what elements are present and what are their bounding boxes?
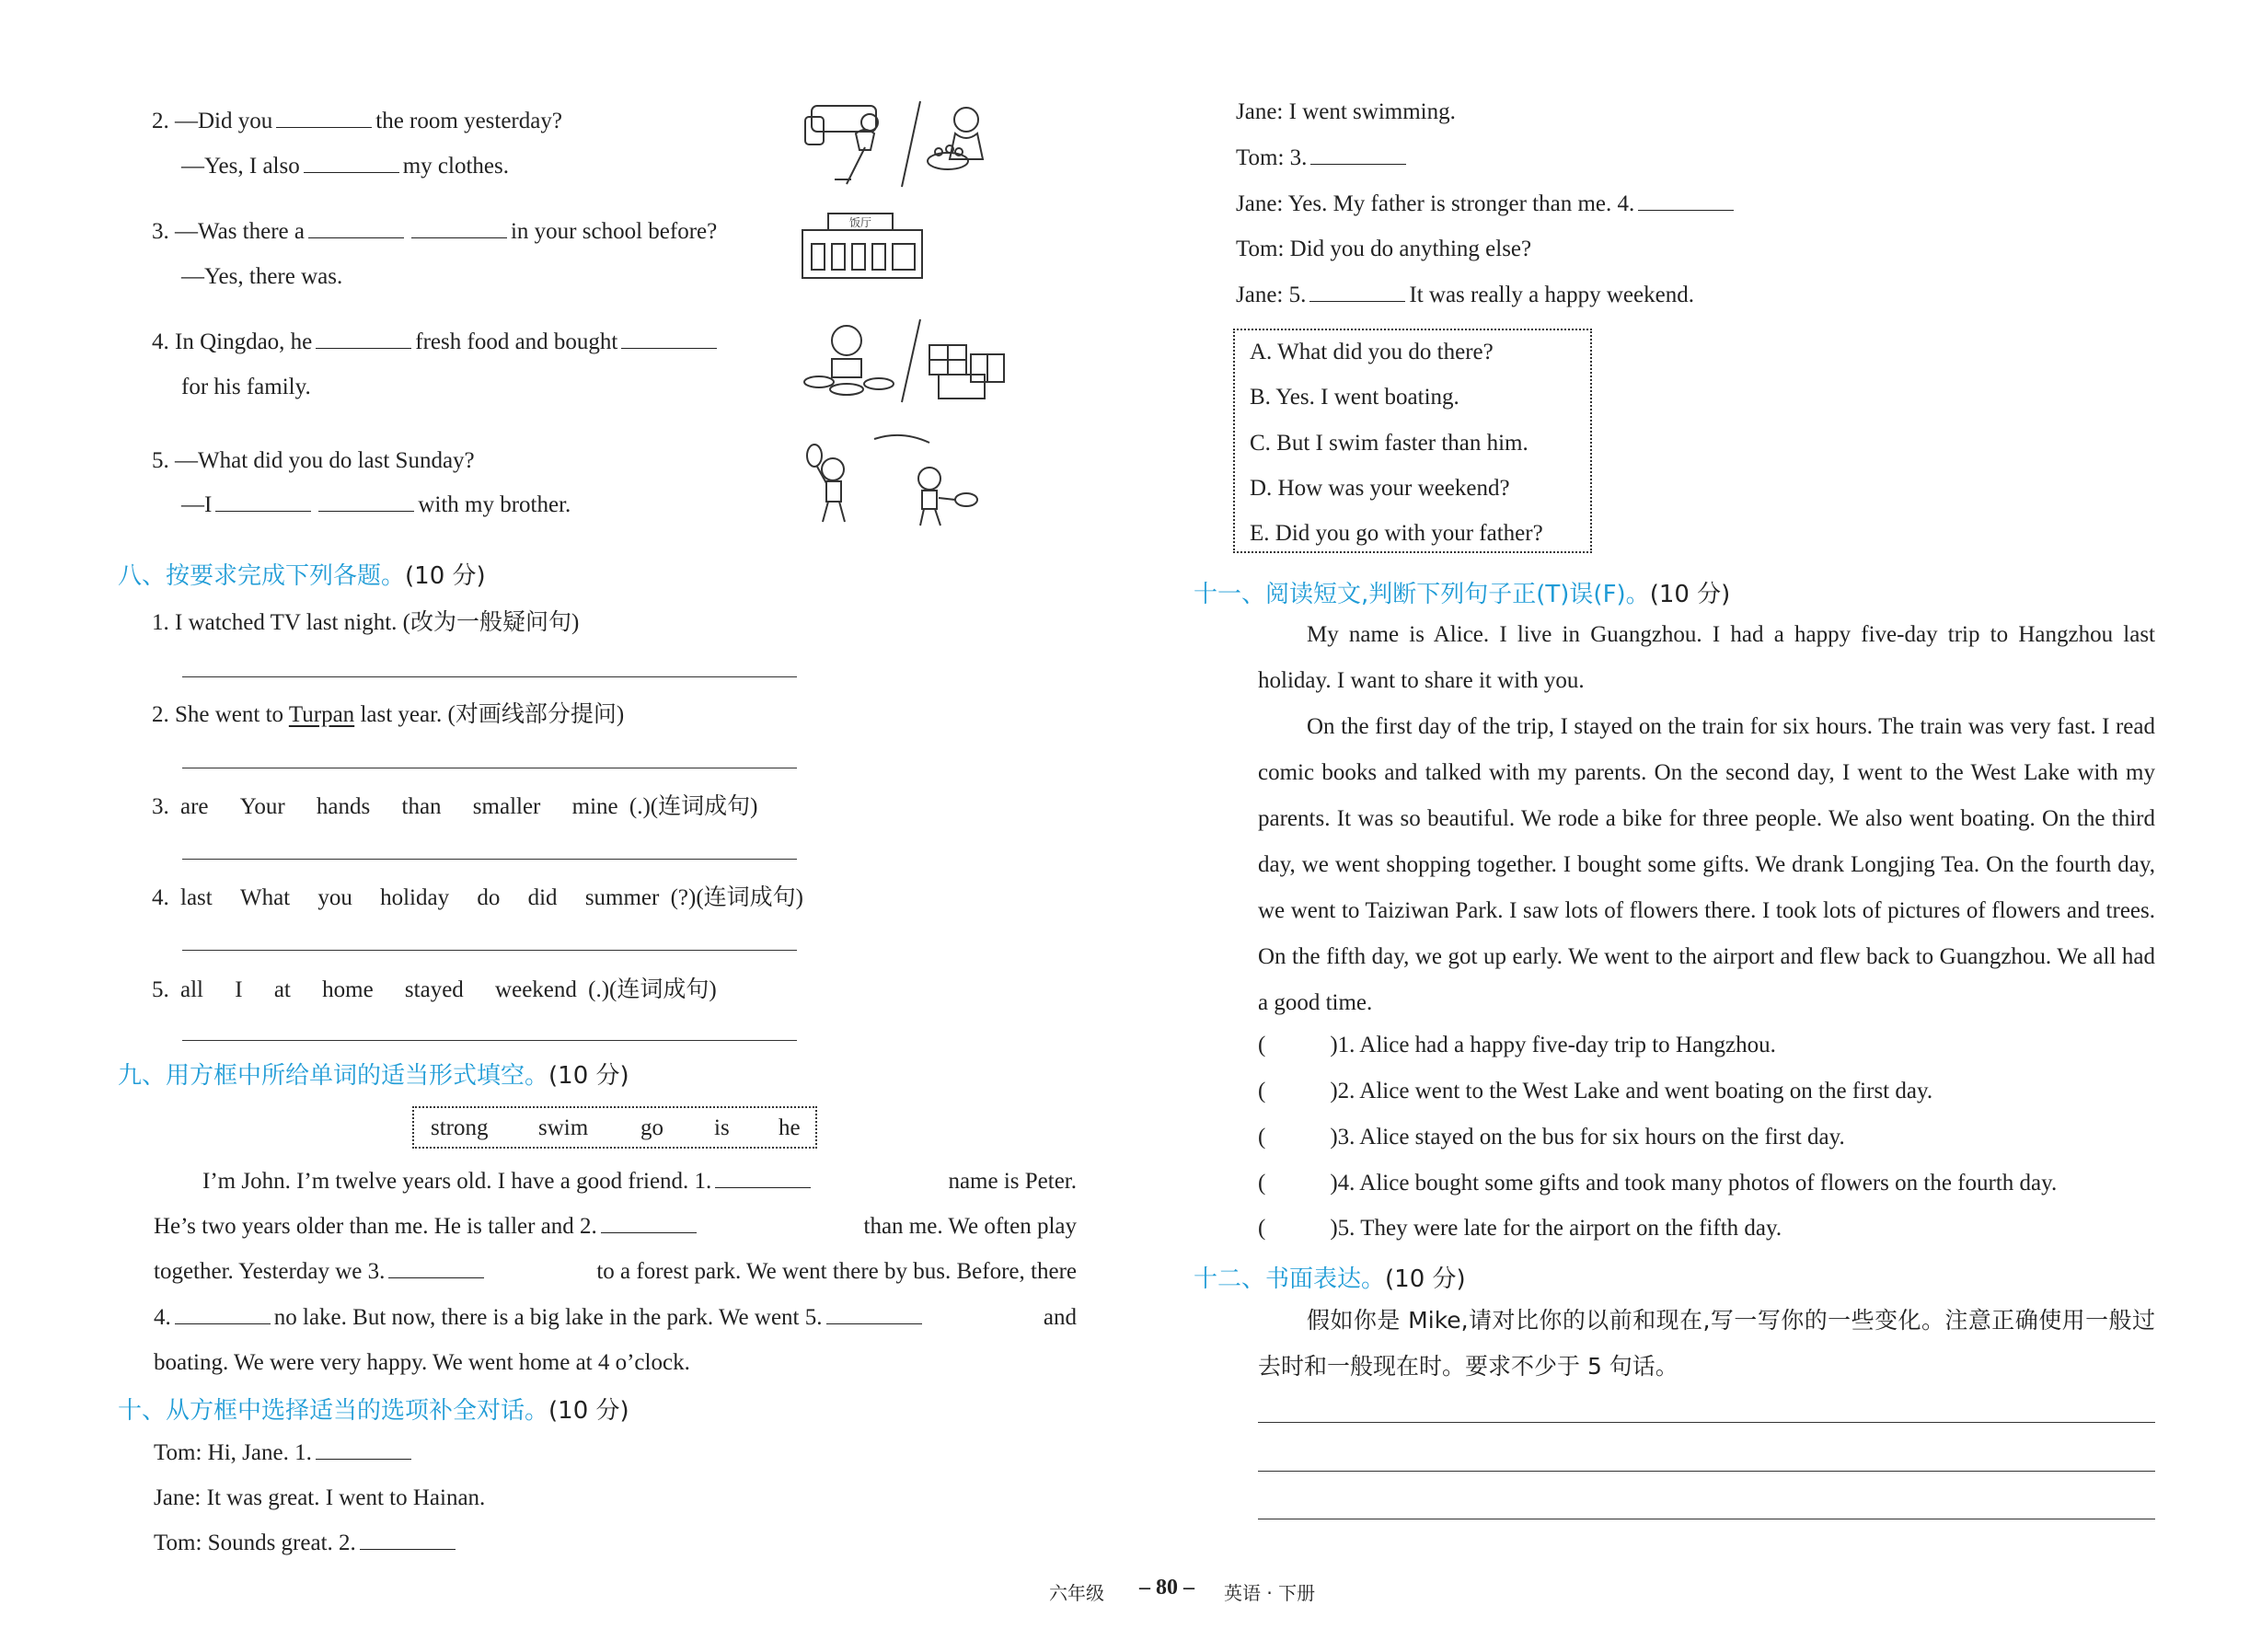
answer-blank[interactable]	[1309, 300, 1405, 302]
word-box	[412, 1106, 817, 1149]
answer-line[interactable]	[182, 1040, 797, 1041]
answer-line[interactable]	[182, 859, 797, 860]
answer-blank[interactable]	[1638, 209, 1734, 211]
s10-line-3: Tom: Sounds great. 2.	[154, 1531, 459, 1556]
tf-bracket[interactable]: (	[1258, 1125, 1266, 1149]
s10-line-1: Tom: Hi, Jane. 1.	[154, 1440, 415, 1466]
answer-blank[interactable]	[316, 347, 411, 349]
dialog-line-1: Jane: I went swimming.	[1236, 99, 1456, 124]
section-9-title: 九、用方框中所给单词的适当形式填空。(10 分)	[118, 1062, 629, 1090]
s8-item-4: 4. last What you holiday do did summer (?)(连词成句)	[152, 885, 804, 910]
option-c: C. But I swim faster than him.	[1250, 431, 1528, 456]
dialog-line-2: Tom: 3.	[1236, 145, 1410, 171]
s8-item-3: 3. are Your hands than smaller mine (.)(连词成句)	[152, 794, 758, 819]
tf-bracket[interactable]: (	[1258, 1033, 1266, 1057]
tf-item-4: ( )4. Alice bought some gifts and took many photos of flowers on the fourth day.	[1258, 1171, 2058, 1196]
passage-paragraph-2: On the first day of the trip, I stayed on the train for six hours. The train was very fast. I read comic books and talked with my parents. On the second day, I went to the West Lake with my parents. It was so beautiful. We rode a bike for three people. We also went boating. On the third day, we went shopping together. I bought some gifts. We drank Longjing Tea. On the fourth day, we went to Taiziwan Park. I saw lots of flowers there. I took lots of pictures of flowers and trees. On the fifth day, we got up early. We went to the airport and flew back to Guangzhou. We all had a good time.	[1258, 714, 2155, 1015]
answer-blank[interactable]	[621, 347, 717, 349]
s8-item-5: 5. all I at home stayed weekend (.)(连词成句)	[152, 977, 717, 1002]
s9-line-2: He’s two years older than me. He is taller and 2. than me. We often play	[154, 1214, 1077, 1239]
tf-item-5: ( )5. They were late for the airport on the fifth day.	[1258, 1216, 1782, 1241]
answer-line[interactable]	[182, 950, 797, 951]
option-b: B. Yes. I went boating.	[1250, 385, 1459, 410]
option-a: A. What did you do there?	[1250, 340, 1494, 364]
s8-item-2: 2. She went to Turpan last year. (对画线部分提问)	[152, 702, 625, 727]
footer-subject: 英语 · 下册	[1224, 1582, 1316, 1604]
word-box-item: strong	[431, 1115, 489, 1140]
tf-bracket[interactable]: (	[1258, 1079, 1266, 1103]
word-box-item: swim	[538, 1115, 589, 1140]
writing-line[interactable]	[1258, 1422, 2155, 1423]
sign-text: 饭厅	[848, 216, 872, 229]
section-12-title: 十二、书面表达。(10 分)	[1194, 1265, 1466, 1293]
s10-line-2: Jane: It was great. I went to Hainan.	[154, 1485, 486, 1510]
s8-item-1: 1. I watched TV last night. (改为一般疑问句)	[152, 610, 580, 635]
tf-item-2: ( )2. Alice went to the West Lake and went boating on the first day.	[1258, 1079, 1933, 1103]
section-10-title: 十、从方框中选择适当的选项补全对话。(10 分)	[118, 1397, 629, 1425]
tf-bracket[interactable]: (	[1258, 1171, 1266, 1196]
answer-blank[interactable]	[826, 1323, 922, 1324]
q7-item-4-line2: for his family.	[181, 375, 311, 399]
tf-item-3: ( )3. Alice stayed on the bus for six hours on the first day.	[1258, 1125, 1845, 1149]
s9-line-5: boating. We were very happy. We went home at 4 o’clock.	[154, 1350, 690, 1375]
q7-item-5-line1: 5. —What did you do last Sunday?	[152, 448, 475, 473]
answer-blank[interactable]	[276, 126, 372, 128]
tf-bracket[interactable]: (	[1258, 1216, 1266, 1241]
page-number: – 80 –	[1139, 1576, 1194, 1600]
answer-blank[interactable]	[175, 1323, 271, 1324]
cleaning-room-illustration	[801, 97, 1012, 189]
writing-line[interactable]	[1258, 1471, 2155, 1472]
answer-blank[interactable]	[715, 1186, 811, 1188]
q7-item-2-line1: 2. —Did you the room yesterday?	[152, 109, 562, 133]
q7-item-3-line1: 3. —Was there a in your school before?	[152, 219, 718, 244]
tf-item-1: ( )1. Alice had a happy five-day trip to Hangzhou.	[1258, 1033, 1776, 1057]
food-gifts-illustration	[801, 318, 1012, 405]
answer-blank[interactable]	[318, 510, 414, 512]
answer-line[interactable]	[182, 676, 797, 677]
answer-blank[interactable]	[1310, 163, 1406, 165]
answer-blank[interactable]	[411, 237, 507, 238]
answer-blank[interactable]	[601, 1231, 697, 1233]
answer-blank[interactable]	[388, 1277, 484, 1278]
dialog-line-3: Jane: Yes. My father is stronger than me. 4.	[1236, 191, 1737, 217]
passage-paragraph-1: My name is Alice. I live in Guangzhou. I had a happy five-day trip to Hangzhou last holiday. I want to share it with you.	[1258, 622, 2155, 693]
dialog-line-4: Tom: Did you do anything else?	[1236, 237, 1532, 261]
section-11-title: 十一、阅读短文,判断下列句子正(T)误(F)。(10 分)	[1194, 581, 1731, 608]
q7-item-2-line2: —Yes, I also my clothes.	[181, 154, 509, 179]
q7-item-4-line1: 4. In Qingdao, he fresh food and bought	[152, 329, 721, 355]
answer-blank[interactable]	[304, 171, 399, 173]
section-8-title: 八、按要求完成下列各题。(10 分)	[118, 562, 486, 590]
q7-item-3-line2: —Yes, there was.	[181, 264, 343, 289]
option-d: D. How was your weekend?	[1250, 476, 1510, 501]
s9-line-4: 4. no lake. But now, there is a big lake in the park. We went 5. and	[154, 1305, 1077, 1330]
option-e: E. Did you go with your father?	[1250, 521, 1543, 546]
word-box-item: is	[714, 1115, 730, 1140]
s9-line-1: I’m John. I’m twelve years old. I have a good friend. 1. name is Peter.	[202, 1169, 1077, 1194]
badminton-illustration	[801, 428, 1012, 529]
dialog-line-5: Jane: 5. It was really a happy weekend.	[1236, 283, 1694, 307]
footer-grade: 六年级	[1049, 1582, 1104, 1604]
s9-line-3: together. Yesterday we 3. to a forest park. We went there by bus. Before, there	[154, 1259, 1077, 1284]
answer-blank[interactable]	[316, 1458, 411, 1460]
writing-prompt: 假如你是 Mike,请对比你的以前和现在,写一写你的一些变化。注意正确使用一般过去时和一般现在时。要求不少于 5 句话。	[1258, 1307, 2155, 1380]
answer-blank[interactable]	[308, 237, 404, 238]
answer-blank[interactable]	[360, 1548, 456, 1550]
q7-item-5-line2: —I with my brother.	[181, 492, 571, 517]
dining-hall-illustration	[801, 212, 929, 281]
word-box-item: he	[779, 1115, 801, 1140]
options-box	[1233, 329, 1592, 553]
answer-blank[interactable]	[215, 510, 311, 512]
word-box-item: go	[640, 1115, 663, 1140]
